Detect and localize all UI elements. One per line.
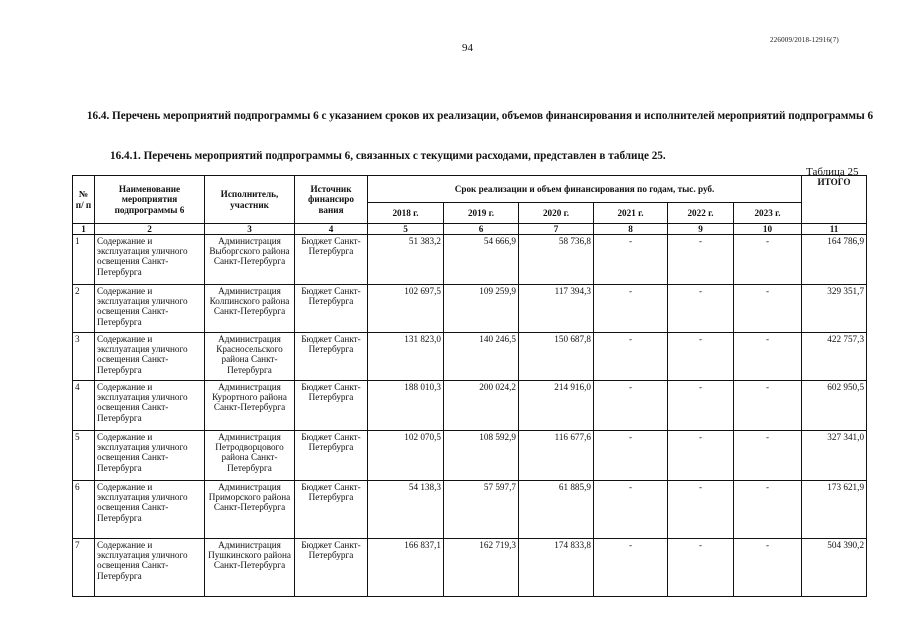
value-2019: 162 719,3: [444, 539, 519, 597]
column-number: 8: [594, 224, 668, 235]
value-2022: -: [668, 333, 734, 381]
header-year-2023: 2023 г.: [734, 203, 802, 224]
header-name: Наименование мероприятия подпрограммы 6: [95, 176, 205, 224]
column-number-row: [73, 224, 867, 235]
column-number: 7: [519, 224, 594, 235]
row-number: 2: [73, 285, 95, 333]
value-2023: -: [734, 431, 802, 481]
column-number: 3: [205, 224, 295, 235]
value-2023: -: [734, 285, 802, 333]
section-heading: 16.4. Перечень мероприятий подпрограммы 6 с указанием сроков их реализации, объемов финансирования и исполнителей мероприятий подпрограммы 6: [86, 110, 874, 122]
executor: Администрация Пушкинского района Санкт-Петербурга: [205, 539, 295, 597]
table-row: [73, 285, 867, 333]
value-2022: -: [668, 235, 734, 285]
table-row: [73, 235, 867, 285]
header-year-2021: 2021 г.: [594, 203, 668, 224]
measure-name: Содержание и эксплуатация уличного освещения Санкт-Петербурга: [95, 431, 205, 481]
value-2020: 116 677,6: [519, 431, 594, 481]
value-2020: 58 736,8: [519, 235, 594, 285]
measures-table: [72, 175, 867, 597]
row-number: 6: [73, 481, 95, 539]
funding-source: Бюджет Санкт-Петербурга: [295, 381, 368, 431]
value-2021: -: [594, 539, 668, 597]
value-2021: -: [594, 431, 668, 481]
document-id: 226009/2018-12916(7): [770, 36, 839, 44]
column-number: 6: [444, 224, 519, 235]
funding-source: Бюджет Санкт-Петербурга: [295, 539, 368, 597]
header-num: № п/ п: [73, 176, 95, 224]
value-2020: 150 687,8: [519, 333, 594, 381]
column-number: 9: [668, 224, 734, 235]
value-2022: -: [668, 481, 734, 539]
executor: Администрация Красносельского района Санкт-Петербурга: [205, 333, 295, 381]
value-2019: 109 259,9: [444, 285, 519, 333]
row-number: 3: [73, 333, 95, 381]
value-2020: 214 916,0: [519, 381, 594, 431]
value-2018: 51 383,2: [368, 235, 444, 285]
header-executor: Исполнитель, участник: [205, 176, 295, 224]
value-2021: -: [594, 285, 668, 333]
value-2021: -: [594, 381, 668, 431]
value-2019: 108 592,9: [444, 431, 519, 481]
value-total: 173 621,9: [802, 481, 867, 539]
measure-name: Содержание и эксплуатация уличного освещения Санкт-Петербурга: [95, 333, 205, 381]
page-number: 94: [462, 42, 473, 54]
table-row: [73, 539, 867, 597]
header-year-2020: 2020 г.: [519, 203, 594, 224]
column-number: 4: [295, 224, 368, 235]
funding-source: Бюджет Санкт-Петербурга: [295, 431, 368, 481]
row-number: 5: [73, 431, 95, 481]
value-2018: 131 823,0: [368, 333, 444, 381]
table-row: [73, 431, 867, 481]
value-2022: -: [668, 285, 734, 333]
funding-source: Бюджет Санкт-Петербурга: [295, 481, 368, 539]
executor: Администрация Петродворцового района Санкт-Петербурга: [205, 431, 295, 481]
value-2018: 166 837,1: [368, 539, 444, 597]
header-total: ИТОГО: [802, 176, 867, 224]
value-2020: 117 394,3: [519, 285, 594, 333]
value-total: 504 390,2: [802, 539, 867, 597]
executor: Администрация Колпинского района Санкт-Петербурга: [205, 285, 295, 333]
table-caption: Таблица 25: [806, 166, 859, 178]
column-number: 11: [802, 224, 867, 235]
value-2021: -: [594, 481, 668, 539]
row-number: 4: [73, 381, 95, 431]
row-number: 7: [73, 539, 95, 597]
table-row: [73, 333, 867, 381]
value-2023: -: [734, 333, 802, 381]
header-year-2022: 2022 г.: [668, 203, 734, 224]
value-2018: 102 070,5: [368, 431, 444, 481]
value-2020: 61 885,9: [519, 481, 594, 539]
value-2023: -: [734, 481, 802, 539]
funding-source: Бюджет Санкт-Петербурга: [295, 333, 368, 381]
executor: Администрация Курортного района Санкт-Петербурга: [205, 381, 295, 431]
value-2022: -: [668, 431, 734, 481]
value-2018: 54 138,3: [368, 481, 444, 539]
header-period-group: Срок реализации и объем финансирования по годам, тыс. руб.: [368, 176, 802, 203]
funding-source: Бюджет Санкт-Петербурга: [295, 235, 368, 285]
column-number: 10: [734, 224, 802, 235]
measure-name: Содержание и эксплуатация уличного освещения Санкт-Петербурга: [95, 285, 205, 333]
header-year-2018: 2018 г.: [368, 203, 444, 224]
value-2018: 188 010,3: [368, 381, 444, 431]
value-2023: -: [734, 539, 802, 597]
executor: Администрация Приморского района Санкт-Петербурга: [205, 481, 295, 539]
row-number: 1: [73, 235, 95, 285]
measure-name: Содержание и эксплуатация уличного освещения Санкт-Петербурга: [95, 481, 205, 539]
value-2021: -: [594, 333, 668, 381]
table-row: [73, 481, 867, 539]
subsection-heading: 16.4.1. Перечень мероприятий подпрограммы 6, связанных с текущими расходами, представлен в таблице 25.: [110, 150, 666, 162]
executor: Администрация Выборгского района Санкт-Петербурга: [205, 235, 295, 285]
column-number: 2: [95, 224, 205, 235]
header-year-2019: 2019 г.: [444, 203, 519, 224]
value-2023: -: [734, 235, 802, 285]
value-2019: 200 024,2: [444, 381, 519, 431]
column-number: 5: [368, 224, 444, 235]
measure-name: Содержание и эксплуатация уличного освещения Санкт-Петербурга: [95, 235, 205, 285]
value-2022: -: [668, 539, 734, 597]
value-2020: 174 833,8: [519, 539, 594, 597]
measure-name: Содержание и эксплуатация уличного освещения Санкт-Петербурга: [95, 381, 205, 431]
value-2023: -: [734, 381, 802, 431]
column-number: 1: [73, 224, 95, 235]
funding-source: Бюджет Санкт-Петербурга: [295, 285, 368, 333]
value-2019: 57 597,7: [444, 481, 519, 539]
value-total: 327 341,0: [802, 431, 867, 481]
value-total: 164 786,9: [802, 235, 867, 285]
measure-name: Содержание и эксплуатация уличного освещения Санкт-Петербурга: [95, 539, 205, 597]
value-2018: 102 697,5: [368, 285, 444, 333]
table-row: [73, 381, 867, 431]
header-source: Источник финансиро вания: [295, 176, 368, 224]
value-2019: 140 246,5: [444, 333, 519, 381]
value-2019: 54 666,9: [444, 235, 519, 285]
value-2022: -: [668, 381, 734, 431]
value-total: 422 757,3: [802, 333, 867, 381]
value-total: 329 351,7: [802, 285, 867, 333]
value-total: 602 950,5: [802, 381, 867, 431]
value-2021: -: [594, 235, 668, 285]
